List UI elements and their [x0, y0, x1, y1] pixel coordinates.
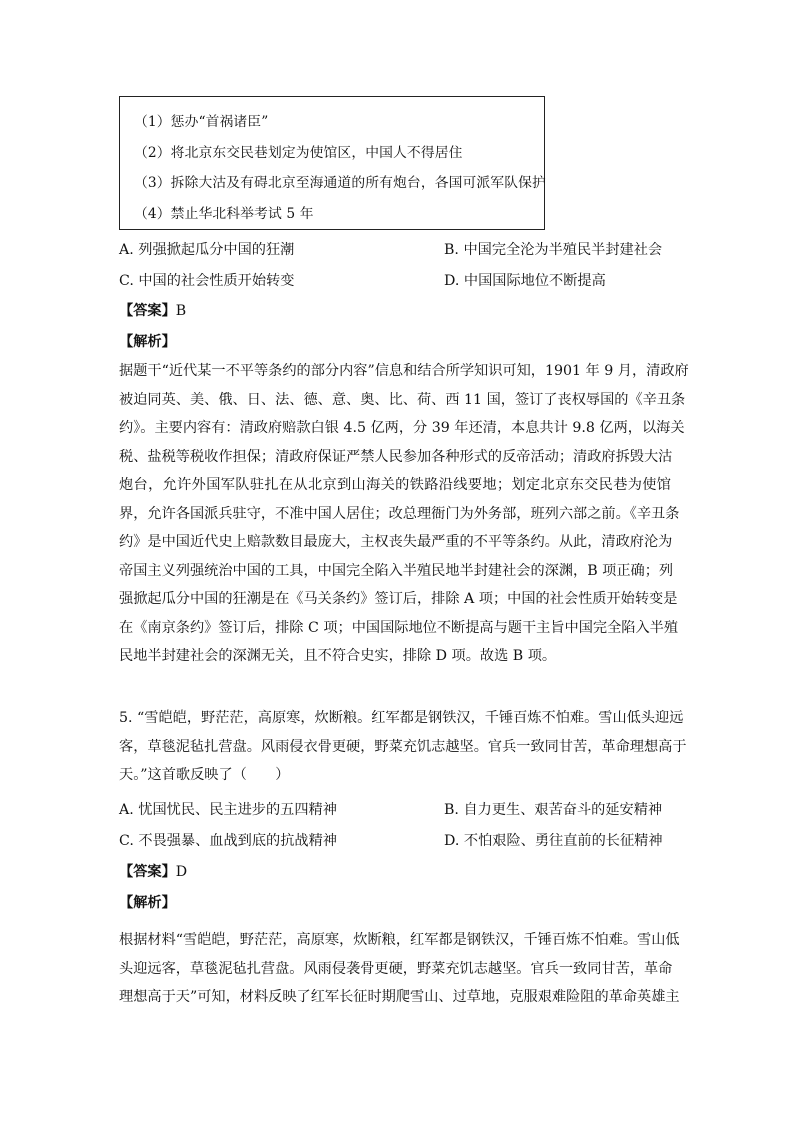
answer-value: B: [175, 303, 187, 319]
q4-option-c: C. 中国的社会性质开始转变: [119, 273, 295, 289]
material-item: （4）禁止华北科举考试 5 年: [134, 205, 314, 222]
text-line: 理想高于天”可知，材料反映了红军长征时期爬雪山、过草地，克服艰难险阻的革命英雄主: [119, 989, 680, 1005]
text-line: 炮台，允许外国军队驻扎在从北京到山海关的铁路沿线要地；划定北京东交民巷为使馆: [119, 477, 671, 493]
answer-label: 【答案】: [119, 864, 176, 880]
q5-option-d: D. 不怕艰险、勇往直前的长征精神: [444, 833, 663, 849]
q5-analysis-text: [119, 926, 680, 1012]
q5-stem: [119, 704, 687, 790]
q4-analysis-text: [119, 357, 689, 671]
q5-answer: [119, 862, 187, 882]
answer-value: D: [175, 864, 188, 880]
analysis-label: 【解析】: [119, 334, 176, 350]
text-line: 约》是中国近代史上赔款数目最庞大，主权丧失最严重的不平等条约。从此，清政府沦为: [119, 534, 673, 550]
text-line: 天。”这首歌反映了（ ）: [119, 767, 290, 783]
q4-option-b: B. 中国完全沦为半殖民半封建社会: [444, 242, 663, 258]
q5-option-b: B. 自力更生、艰苦奋斗的延安精神: [444, 802, 663, 818]
q5-option-a: A. 忧国忧民、民主进步的五四精神: [119, 802, 337, 818]
answer-label: 【答案】: [119, 303, 176, 319]
q4-option-d: D. 中国国际地位不断提高: [444, 273, 606, 289]
q4-option-a: A. 列强掀起瓜分中国的狂潮: [119, 242, 295, 258]
text-line: 根据材料“雪皑皑，野茫茫，高原寒，炊断粮，红军都是钢铁汉，千锤百炼不怕难。雪山低: [119, 932, 680, 948]
text-line: 被迫同英、美、俄、日、法、德、意、奥、比、荷、西 11 国，签订了丧权辱国的《辛丑条: [119, 391, 686, 408]
text-line: 税、盐税等税收作担保；清政府保证严禁人民参加各种形式的反帝活动；清政府拆毁大沽: [119, 448, 673, 465]
text-line: 强掀起瓜分中国的狂潮是在《马关条约》签订后，排除 A 项；中国的社会性质开始转变是: [119, 591, 678, 607]
material-item: （1）惩办“首祸诸臣”: [134, 114, 269, 130]
text-line: 据题干“近代某一不平等条约的部分内容”信息和结合所学知识可知，1901 年 9 月，清政府: [119, 363, 689, 379]
material-box: [119, 96, 545, 230]
text-line: 帝国主义列强统治中国的工具，中国完全陷入半殖民地半封建社会的深渊，B 项正确；列: [119, 562, 674, 579]
text-line: 头迎远客，草毯泥毡扎营盘。风雨侵袭骨更硬，野菜充饥志越坚。官兵一致同甘苦，革命: [119, 960, 673, 977]
q5-analysis-heading: [119, 893, 176, 913]
text-line: 界，允许各国派兵驻守，不准中国人居住；改总理衙门为外务部，班列六部之前。《辛丑条: [119, 505, 680, 522]
material-item: （2）将北京东交民巷划定为使馆区，中国人不得居住: [134, 144, 463, 161]
analysis-label: 【解析】: [119, 895, 176, 911]
text-line: 约》。主要内容有：清政府赔款白银 4.5 亿两，分 39 年还清，本息共计 9.8 亿两，以海关: [119, 420, 685, 436]
text-line: 客，草毯泥毡扎营盘。风雨侵衣骨更硬，野菜充饥志越坚。官兵一致同甘苦，革命理想高于: [119, 738, 687, 755]
material-item: （3）拆除大沽及有碍北京至海通道的所有炮台，各国可派军队保护: [134, 175, 546, 191]
q4-analysis-heading: [119, 332, 176, 352]
text-line: 在《南京条约》签订后，排除 C 项；中国国际地位不断提高与题干主旨中国完全陷入半殖: [119, 619, 679, 636]
q5-option-c: C. 不畏强暴、血战到底的抗战精神: [119, 833, 337, 849]
q4-answer: [119, 301, 186, 321]
text-line: 5. “雪皑皑，野茫茫，高原寒，炊断粮。红军都是钢铁汉，千锤百炼不怕难。雪山低头迎远: [119, 710, 684, 726]
text-line: 民地半封建社会的深渊无关，且不符合史实，排除 D 项。故选 B 项。: [119, 648, 557, 664]
